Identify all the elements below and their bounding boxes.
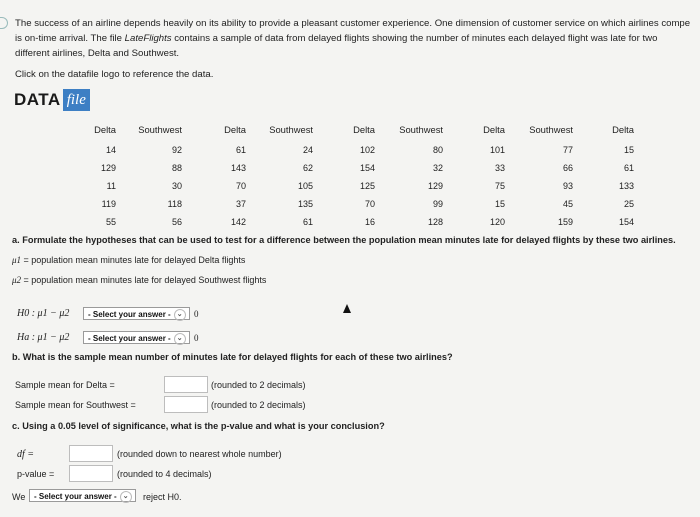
p-value-label: p-value = [17, 469, 55, 479]
h0-select-text: - Select your answer - [88, 310, 171, 319]
df-label: df = [17, 449, 35, 460]
table-cell: 15 [494, 199, 505, 209]
table-cell: 125 [359, 181, 375, 191]
conclusion-we: We [12, 492, 26, 502]
table-header: Delta [94, 124, 116, 135]
mu1-text: = population mean minutes late for delayed Delta flights [21, 255, 246, 265]
table-cell: 61 [235, 145, 246, 155]
part-a-question: a. Formulate the hypotheses that can be used to test for a difference between the population mean minutes late for delayed flights by these two airlines. [12, 235, 676, 245]
mu1-symbol: μ1 [12, 255, 22, 265]
table-cell: 135 [297, 199, 313, 209]
table-cell: 33 [494, 163, 505, 173]
table-cell: 143 [230, 163, 246, 173]
df-input[interactable] [69, 445, 113, 462]
table-cell: 118 [167, 199, 182, 209]
conclusion-select[interactable] [29, 489, 136, 502]
intro-text: is on-time arrival. The file [15, 33, 125, 44]
table-cell: 92 [171, 145, 182, 155]
datafile-logo-label: DATA [14, 90, 61, 109]
h0-relation-select[interactable] [83, 307, 190, 320]
table-header: Delta [483, 124, 505, 135]
table-header: Delta [353, 124, 375, 135]
ha-zero: 0 [194, 333, 199, 343]
h0-zero: 0 [194, 309, 199, 319]
intro-line-1: The success of an airline depends heavily on its ability to provide a pleasant customer experience. One dimension of customer service on which airlines compe [15, 18, 691, 29]
datafile-logo-button[interactable] [14, 89, 90, 111]
table-header: Delta [612, 124, 634, 135]
ha-select-text: - Select your answer - [88, 334, 171, 343]
table-cell: 70 [364, 199, 375, 209]
table-cell: 129 [100, 163, 116, 173]
mu1-definition [12, 255, 245, 265]
table-header: Southwest [529, 124, 573, 135]
null-hypothesis-label: H0 : μ1 − μ2 [17, 308, 70, 319]
southwest-mean-label: Sample mean for Southwest = [15, 400, 136, 410]
intro-line-2 [15, 31, 700, 46]
table-header: Southwest [399, 124, 443, 135]
table-cell: 154 [618, 217, 634, 227]
table-cell: 70 [235, 181, 246, 191]
table-cell: 80 [432, 145, 443, 155]
table-cell: 101 [489, 145, 505, 155]
datafile-name: LateFlights [124, 33, 172, 44]
table-cell: 56 [171, 217, 182, 227]
ha-relation-select[interactable] [83, 331, 190, 344]
delta-mean-hint: (rounded to 2 decimals) [211, 380, 306, 390]
table-cell: 120 [489, 217, 505, 227]
alt-hypothesis-label: Ha : μ1 − μ2 [17, 332, 70, 343]
table-cell: 30 [171, 181, 182, 191]
table-cell: 159 [557, 217, 573, 227]
mu2-text: = population mean minutes late for delayed Southwest flights [21, 275, 267, 285]
part-b-question: b. What is the sample mean number of minutes late for delayed flights for each of these two airlines? [12, 352, 453, 362]
table-cell: 45 [562, 199, 573, 209]
table-cell: 133 [618, 181, 634, 191]
chevron-down-icon: ⌄ [174, 333, 186, 345]
table-header: Southwest [138, 124, 182, 135]
table-cell: 154 [359, 163, 375, 173]
part-c-question: c. Using a 0.05 level of significance, what is the p-value and what is your conclusion? [12, 421, 385, 431]
conclusion-reject: reject H0. [143, 492, 182, 502]
table-cell: 55 [105, 217, 116, 227]
table-cell: 142 [230, 217, 246, 227]
table-cell: 15 [623, 145, 634, 155]
table-cell: 66 [562, 163, 573, 173]
table-cell: 62 [302, 163, 313, 173]
table-cell: 77 [562, 145, 573, 155]
conclusion-select-text: - Select your answer - [34, 492, 117, 501]
table-cell: 24 [302, 145, 313, 155]
table-cell: 16 [364, 217, 375, 227]
intro-line-3: different airlines, Delta and Southwest. [15, 48, 180, 59]
table-cell: 88 [171, 163, 182, 173]
mu2-symbol: μ2 [12, 275, 22, 285]
delta-mean-input[interactable] [164, 376, 208, 393]
table-cell: 105 [297, 181, 313, 191]
datafile-logo-file: file [63, 89, 90, 111]
collapse-arrow-icon [0, 17, 8, 29]
problem-intro [15, 16, 700, 61]
mouse-cursor-icon [343, 304, 351, 313]
table-cell: 61 [623, 163, 634, 173]
intro-text: contains a sample of data from delayed flights showing the number of minutes each delayed flight was late for two [171, 33, 658, 44]
table-cell: 75 [494, 181, 505, 191]
delta-mean-label: Sample mean for Delta = [15, 380, 115, 390]
chevron-down-icon: ⌄ [120, 491, 132, 503]
table-cell: 61 [302, 217, 313, 227]
datafile-instruction: Click on the datafile logo to reference the data. [15, 69, 214, 80]
table-header: Southwest [269, 124, 313, 135]
table-cell: 25 [623, 199, 634, 209]
df-hint: (rounded down to nearest whole number) [117, 449, 282, 459]
table-header: Delta [224, 124, 246, 135]
p-value-hint: (rounded to 4 decimals) [117, 469, 212, 479]
table-cell: 11 [106, 181, 116, 191]
chevron-down-icon: ⌄ [174, 309, 186, 321]
table-cell: 14 [105, 145, 116, 155]
table-cell: 93 [562, 181, 573, 191]
data-table [0, 121, 700, 231]
southwest-mean-input[interactable] [164, 396, 208, 413]
table-cell: 119 [101, 199, 116, 209]
table-cell: 37 [235, 199, 246, 209]
mu2-definition [12, 275, 266, 285]
table-cell: 32 [432, 163, 443, 173]
table-cell: 128 [427, 217, 443, 227]
p-value-input[interactable] [69, 465, 113, 482]
table-cell: 129 [427, 181, 443, 191]
southwest-mean-hint: (rounded to 2 decimals) [211, 400, 306, 410]
table-cell: 99 [432, 199, 443, 209]
table-cell: 102 [359, 145, 375, 155]
